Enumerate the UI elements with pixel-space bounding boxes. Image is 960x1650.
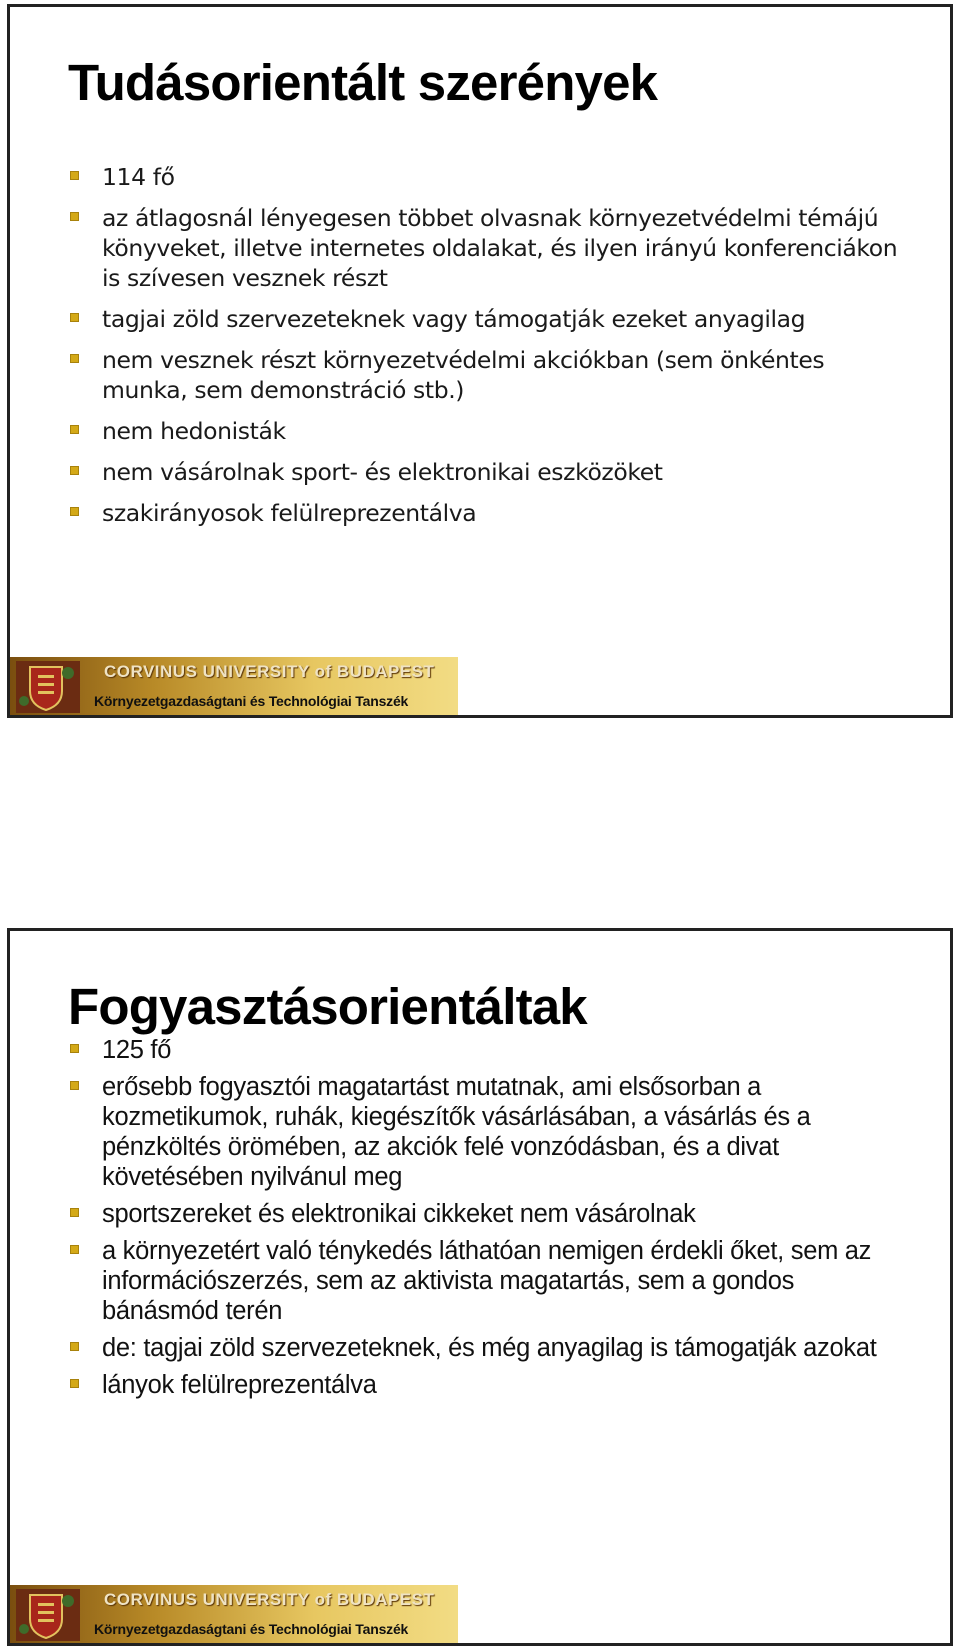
square-bullet-icon [70, 1379, 79, 1388]
slide-2 [7, 928, 953, 1646]
bullet-item: tagjai zöld szervezeteknek vagy támogatják ezeket anyagilag [68, 304, 913, 334]
bullet-list [68, 1035, 913, 1407]
square-bullet-icon [70, 354, 79, 363]
department-name: Környezetgazdaságtani és Technológiai Tanszék [94, 1621, 409, 1637]
bullet-item: nem vesznek részt környezetvédelmi akciókban (sem önkéntes munka, sem demonstráció stb.) [68, 345, 913, 405]
bullet-item: 114 fő [68, 162, 913, 192]
university-crest-icon [16, 1589, 80, 1641]
square-bullet-icon [70, 212, 79, 221]
department-name: Környezetgazdaságtani és Technológiai Tanszék [94, 693, 409, 709]
square-bullet-icon [70, 425, 79, 434]
bullet-list [68, 162, 913, 539]
bullet-item: szakirányosok felülreprezentálva [68, 498, 913, 528]
bullet-item: erősebb fogyasztói magatartást mutatnak, ami elsősorban a kozmetikumok, ruhák, kiegészítők vásárlásában, a vásárlás és a pénzköltés örömében, az akciók felé vonzódásban, és a divat követésében nyilvánul meg [68, 1072, 913, 1192]
bullet-item: nem hedonisták [68, 416, 913, 446]
university-name: CORVINUS UNIVERSITY of BUDAPEST [104, 662, 435, 681]
slide-title: Fogyasztásorientáltak [68, 978, 587, 1035]
square-bullet-icon [70, 171, 79, 180]
bullet-item: lányok felülreprezentálva [68, 1370, 913, 1400]
square-bullet-icon [70, 1245, 79, 1254]
square-bullet-icon [70, 1208, 79, 1217]
slide-title: Tudásorientált szerények [68, 54, 658, 111]
bullet-item: sportszereket és elektronikai cikkeket nem vásárolnak [68, 1199, 913, 1229]
bullet-item: de: tagjai zöld szervezeteknek, és még anyagilag is támogatják azokat [68, 1333, 913, 1363]
university-footer-banner [10, 1585, 458, 1643]
square-bullet-icon [70, 1342, 79, 1351]
university-name: CORVINUS UNIVERSITY of BUDAPEST [104, 1590, 435, 1609]
square-bullet-icon [70, 1081, 79, 1090]
square-bullet-icon [70, 313, 79, 322]
bullet-item: az átlagosnál lényegesen többet olvasnak környezetvédelmi témájú könyveket, illetve internetes oldalakat, és ilyen irányú konferenciákon is szívesen vesznek részt [68, 203, 913, 293]
slide-1 [7, 4, 953, 718]
square-bullet-icon [70, 1044, 79, 1053]
bullet-item: nem vásárolnak sport- és elektronikai eszközöket [68, 457, 913, 487]
university-footer-banner [10, 657, 458, 715]
university-crest-icon [16, 661, 80, 713]
square-bullet-icon [70, 466, 79, 475]
bullet-item: 125 fő [68, 1035, 913, 1065]
square-bullet-icon [70, 507, 79, 516]
bullet-item: a környezetért való ténykedés láthatóan nemigen érdekli őket, sem az információszerzés, sem az aktivista magatartás, sem a gondos bánásmód terén [68, 1236, 913, 1326]
